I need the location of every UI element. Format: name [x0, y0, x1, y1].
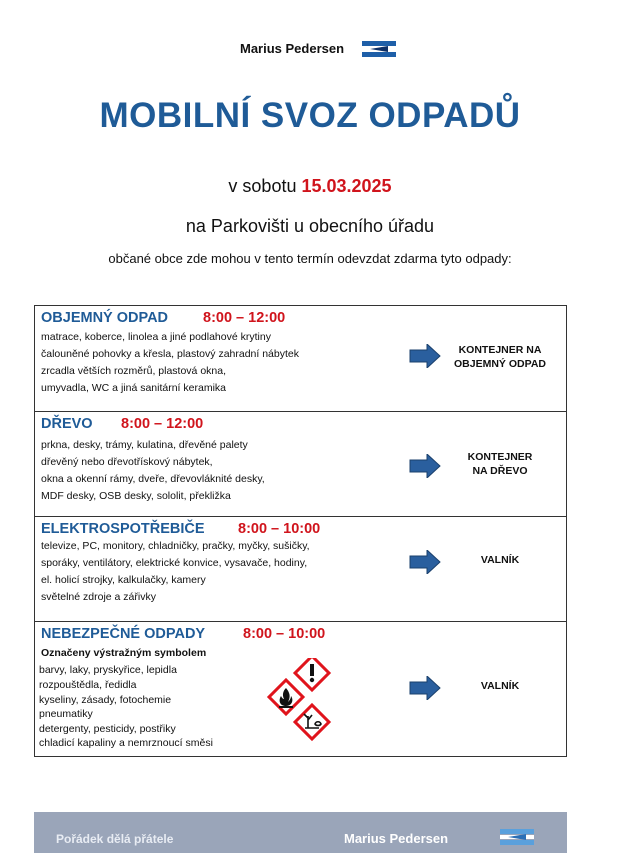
- category-row-wood: [35, 412, 566, 517]
- list-item: chladicí kapaliny a nemrznoucí směsi: [39, 737, 213, 749]
- category-name: OBJEMNÝ ODPAD: [41, 310, 169, 326]
- list-item: MDF desky, OSB desky, sololit, překližka: [41, 490, 231, 502]
- date-line: [0, 176, 620, 197]
- list-item: kyseliny, zásady, fotochemie: [39, 694, 172, 706]
- list-item: zrcadla větších rozměrů, plastová okna,: [41, 365, 227, 377]
- list-item: umyvadla, WC a jiná sanitární keramika: [41, 382, 226, 394]
- footer-brand: Marius Pedersen: [344, 831, 449, 846]
- list-item: televize, PC, monitory, chladničky, pračky, myčky, sušičky,: [41, 540, 310, 552]
- category-time: 8:00 – 10:00: [238, 521, 321, 537]
- list-item: dřevěný nebo dřevotřískový nábytek,: [41, 456, 213, 468]
- list-item: el. holicí strojky, kalkulačky, kamery: [41, 574, 206, 586]
- category-name: ELEKTROSPOTŘEBIČE: [41, 521, 205, 537]
- destination-label: VALNÍK: [480, 554, 520, 566]
- category-row-bulky: [35, 306, 566, 412]
- category-row-hazardous: [35, 622, 566, 756]
- list-item: matrace, koberce, linolea a jiné podlahové krytiny: [41, 331, 271, 343]
- destination-label: KONTEJNER NA OBJEMNÝ ODPAD: [454, 344, 546, 370]
- destination-label: KONTEJNER NA DŘEVO: [467, 451, 533, 477]
- category-time: 8:00 – 12:00: [121, 416, 204, 432]
- list-item: rozpouštědla, ředidla: [39, 679, 137, 691]
- category-time: 8:00 – 12:00: [203, 310, 286, 326]
- category-name: DŘEVO: [41, 416, 93, 432]
- category-row-electro: [35, 517, 566, 622]
- category-name: NEBEZPEČNÉ ODPADY: [41, 626, 206, 642]
- brand-flag-icon: [362, 41, 396, 57]
- destination-label: VALNÍK: [480, 680, 520, 692]
- citizens-note: občané obce zde mohou v tento termín odevzdat zdarma tyto odpady:: [108, 251, 512, 266]
- list-item: sporáky, ventilátory, elektrické konvice, vysavače, hodiny,: [41, 557, 308, 569]
- page-title: MOBILNÍ SVOZ ODPADŮ: [99, 96, 521, 135]
- list-item: barvy, laky, pryskyřice, lepidla: [39, 664, 177, 676]
- list-item: pneumatiky: [39, 708, 93, 720]
- date-prefix: v sobotu: [228, 176, 297, 196]
- list-item: světelné zdroje a zářivky: [41, 591, 156, 603]
- list-item: okna a okenní rámy, dveře, dřevovláknité desky,: [41, 473, 265, 485]
- event-date: 15.03.2025: [301, 176, 392, 196]
- footer-flag-icon: [500, 829, 534, 845]
- category-time: 8:00 – 10:00: [243, 626, 326, 642]
- waste-table: [34, 305, 567, 757]
- footer-slogan: Pořádek dělá přátele: [56, 832, 174, 846]
- brand-logo-text: Marius Pedersen: [240, 41, 345, 56]
- list-item: prkna, desky, trámy, kulatina, dřevěné palety: [41, 439, 248, 451]
- event-place: na Parkovišti u obecního úřadu: [185, 216, 435, 236]
- category-subtitle: Označeny výstražným symbolem: [41, 647, 207, 659]
- list-item: detergenty, pesticidy, postřiky: [39, 723, 176, 735]
- list-item: čalouněné pohovky a křesla, plastový zahradní nábytek: [41, 348, 299, 360]
- hazard-pictograms-icon: [263, 658, 335, 752]
- footer-banner: [34, 812, 567, 853]
